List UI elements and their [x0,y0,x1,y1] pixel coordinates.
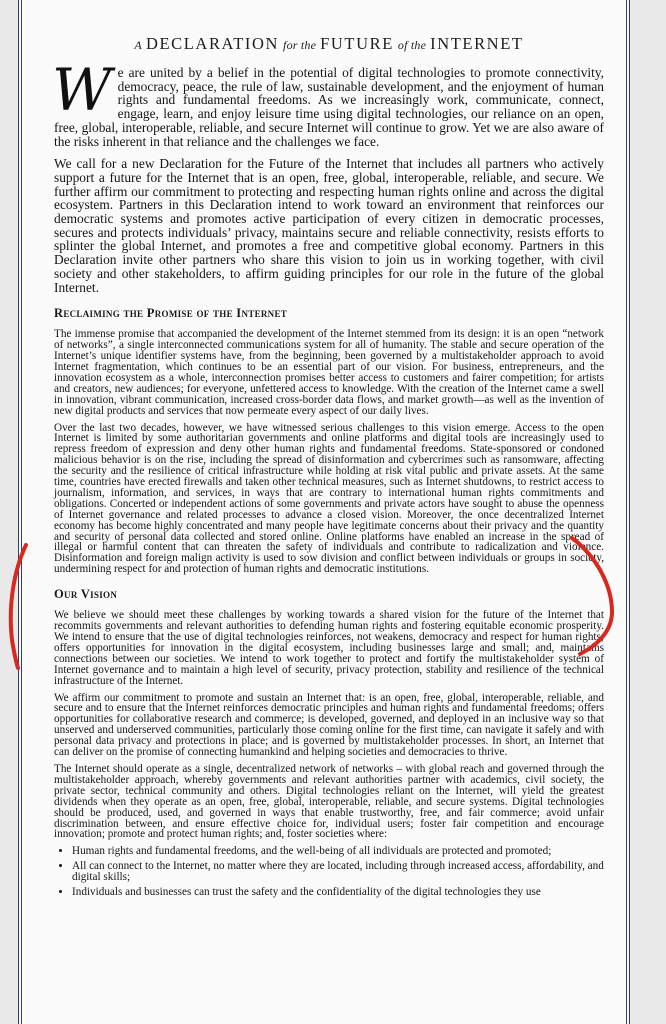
page-content [54,0,604,902]
reclaiming-paragraph-2: Over the last two decades, however, we have witnessed serious challenges to this vision emerge. Access to the open Internet is limited by some authoritarian governments and online platforms and digital tools are increasingly used to repress freedom of expression and deny other human rights and fundamental freedoms. State-sponsored or condoned malicious behavior is on the rise, including the spread of disinformation and cybercrimes such as ransomware, affecting the security and the resilience of critical infrastructure while holding at risk vital public and private assets. At the same time, countries have erected firewalls and taken other technical measures, such as Internet shutdowns, to restrict access to journalism, information, and services, in ways that are contrary to international human rights commitments and obligations. Concerted or independent actions of some governments and private actors have sought to abuse the openness of Internet governance and related processes to advance a closed vision. Moreover, the once decentralized Internet economy has become highly concentrated and many people have legitimate concerns about their privacy and the quantity and security of personal data collected and stored online. Online platforms have enabled an increase in the spread of illegal or harmful content that can threaten the safety of individuals and contribute to radicalization and violence. Disinformation and foreign malign activity is used to sow division and conflict between individuals or groups in society, undermining respect for and protection of human rights and democratic institutions. [54,421,604,576]
vision-bullet-list [54,846,604,898]
section-heading-reclaiming [54,306,604,321]
reclaiming-paragraph-1: The immense promise that accompanied the development of the Internet stemmed from its design: it is an open “network of networks”, a single interconnected communications system for all of humanity. The stable and secure operation of the Internet’s unique identifier systems have, from the beginning, been governed by a multistakeholder approach to avoid Internet fragmentation, which continues to be an essential part of our vision. For business, entrepreneurs, and the innovation ecosystem as a whole, interconnection promises better access to customers and fairer competition; for artists and creators, new audiences; for everyone, unfettered access to knowledge. With the creation of the Internet came a swell in innovation, vibrant communication, increased cross-border data flows, and market growth—as well as the invention of new digital products and services that now permeate every aspect of our daily lives. [54,328,604,417]
drop-cap: W [52,56,112,124]
vision-paragraph-2: We affirm our commitment to promote and sustain an Internet that: is an open, free, global, interoperable, reliable, and secure and to ensure that the Internet reinforces democratic principles and human rights and fundamental freedoms; offers opportunities for collaborative research and commerce; is developed, governed, and deployed in an inclusive way so that unserved and underserved communities, particularly those coming online for the first time, can navigate it safely and with personal data privacy and protections in place; and is governed by multistakeholder processes. In short, an Internet that can deliver on the promise of connecting humankind and helping societies and democracies to thrive. [54,691,604,759]
section-heading-vision [54,587,604,602]
vision-bullet-1: • Human rights and fundamental freedoms, and the well-being of all individuals are protected and promoted; [72,846,604,857]
intro-paragraph-1-text: e are united by a belief in the potential of digital technologies to promote connectivity, democracy, peace, the rule of law, sustainable development, and the enjoyment of human rights and fundamental freedoms. As we increasingly work, communicate, connect, engage, learn, and enjoy leisure time using digital technologies, our reliance on an open, free, global, interoperable, reliable, and secure Internet will continue to grow. Yet we are also aware of the risks inherent in that reliance and the challenges we face. [54,65,604,149]
title-word-declaration: DECLARATION [145,34,280,53]
section-heading-reclaiming-text: Reclaiming the Promise of the Internet [54,306,288,321]
intro-section [52,56,604,295]
document-title [54,34,604,54]
section-vision-body [54,610,604,840]
title-prefix: A [134,38,142,52]
title-word-internet: INTERNET [430,34,524,53]
vision-paragraph-1: We believe we should meet these challenges by working towards a shared vision for the future of the Internet that recommits governments and relevant authorities to defending human rights and fostering equitable economic prosperity. We intend to ensure that the use of digital technologies reinforces, not weakens, democracy and respect for human rights; offers opportunities for innovation in the digital ecosystem, including businesses large and small; and, maintains connections between our societies. We intend to work together to protect and fortify the multistakeholder system of Internet governance and to maintain a high level of security, privacy protection, stability and resilience of the technical infrastructure of the Internet. [54,609,604,687]
title-joiner-of-the: of the [397,38,427,52]
vision-bullet-2: • All can connect to the Internet, no matter where they are located, including through increased access, affordability, and digital skills; [72,861,604,883]
section-reclaiming-body [54,329,604,575]
vision-paragraph-3: The Internet should operate as a single, decentralized network of networks – with global reach and governed through the multistakeholder approach, whereby governments and relevant authorities partner with academics, civil society, the private sector, technical community and others. Digital technologies reliant on the Internet, will yield the greatest dividends when they operate as an open, free, global, interoperable, reliable, and secure systems. Digital technologies should be produced, used, and governed in ways that enable trustworthy, free, and fair commerce; avoid unfair discrimination between, and ensure effective choice for, individual users; foster fair competition and encourage innovation; promote and protect human rights; and, foster societies where: [54,762,604,841]
section-heading-vision-text: Our Vision [54,587,118,602]
intro-paragraph-2: We call for a new Declaration for the Future of the Internet that includes all partners who actively support a future for the Internet that is an open, free, global, interoperable, reliable, and secure. We further affirm our commitment to protecting and respecting human rights online and across the digital ecosystem. Partners in this Declaration intend to work toward an environment that reinforces our democratic systems and promotes active participation of every citizen in democratic processes, secures and protects individuals’ privacy, maintains secure and reliable connectivity, resists efforts to splinter the global Internet, and promotes a free and competitive global economy. Partners in this Declaration invite other partners who share this vision to join us in working together, with civil society and other stakeholders, to affirm guiding principles for our role in the future of the global Internet. [54,156,604,295]
title-joiner-for-the: for the [283,38,317,52]
document-page [18,0,630,1024]
title-word-future: FUTURE [320,34,394,53]
vision-bullet-3: • Individuals and businesses can trust the safety and the confidentiality of the digital technologies they use [72,887,604,898]
intro-paragraph-1 [52,56,604,149]
